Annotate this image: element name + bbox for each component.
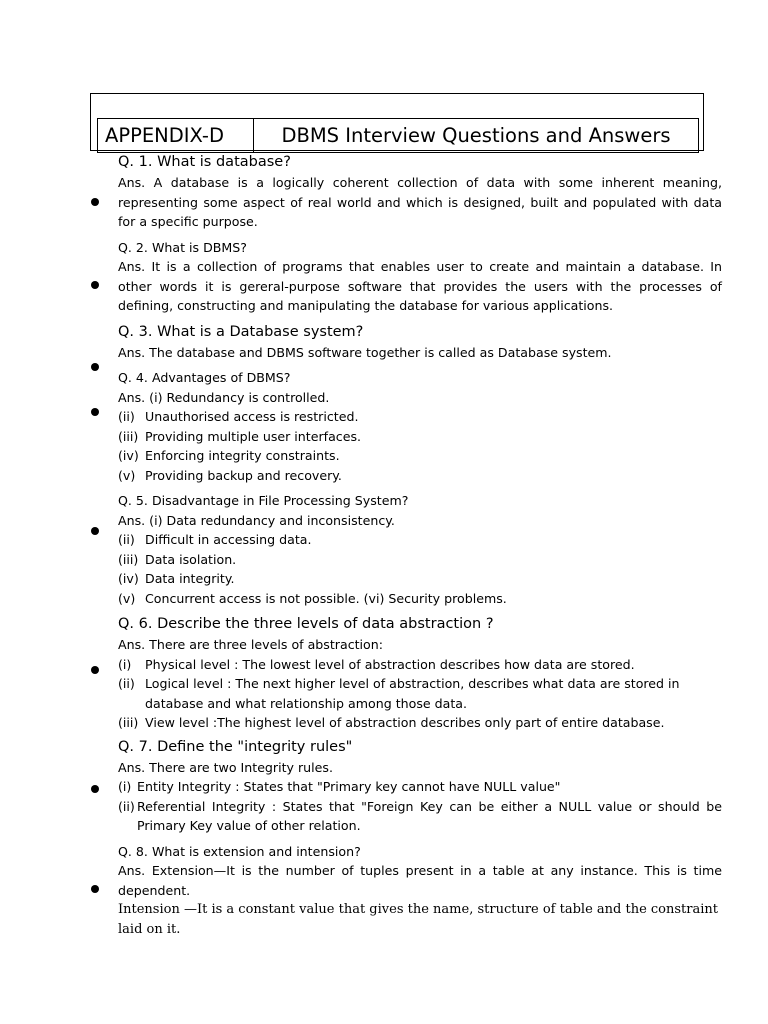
bullet-marker <box>91 408 99 416</box>
list-item: (i) Entity Integrity : States that "Primary key cannot have NULL value" <box>118 779 561 794</box>
answer-5: Ans. (i) Data redundancy and inconsistency. <box>118 512 395 528</box>
list-item: (v) Concurrent access is not possible. (vi) Security problems. <box>118 590 507 606</box>
qa-content <box>118 152 722 939</box>
list-item: (iii) Data isolation. <box>118 551 237 567</box>
bullet-marker <box>91 785 99 793</box>
bullet-marker <box>91 885 99 893</box>
list-item: (i) Physical level : The lowest level of abstraction describes how data are stored. <box>118 656 635 672</box>
bullet-marker <box>91 666 99 674</box>
question-2: Q. 2. What is DBMS? <box>118 239 247 255</box>
question-8: Q. 8. What is extension and intension? <box>118 843 361 859</box>
answer-2: Ans. It is a collection of programs that enables user to create and maintain a database. In other words it is gereral-purpose software that provides the users with the processes of defining, constructing and manipulating the database for various applications. <box>118 259 722 313</box>
header-table <box>97 118 699 153</box>
document-title: DBMS Interview Questions and Answers <box>281 124 671 147</box>
intension-definition: Intension —It is a constant value that gives the name, structure of table and the constraint laid on it. <box>118 902 718 937</box>
answer-6: Ans. There are three levels of abstraction: <box>118 637 383 652</box>
bullet-marker <box>91 198 99 206</box>
bullet-marker <box>91 527 99 535</box>
question-5: Q. 5. Disadvantage in File Processing System? <box>118 493 409 508</box>
list-item: (ii) Referential Integrity : States that "Foreign Key can be either a NULL value or should be Primary Key value of other relation. <box>118 798 722 833</box>
list-item: (iii) View level :The highest level of abstraction describes only part of entire database. <box>118 715 665 730</box>
question-6: Q. 6. Describe the three levels of data abstraction ? <box>118 616 494 632</box>
question-7: Q. 7. Define the "integrity rules" <box>118 738 353 755</box>
answer-8: Ans. Extension—It is the number of tuples present in a table at any instance. This is time dependent. <box>118 863 722 898</box>
answer-4: Ans. (i) Redundancy is controlled. <box>118 389 330 405</box>
question-4: Q. 4. Advantages of DBMS? <box>118 370 291 385</box>
answer-7: Ans. There are two Integrity rules. <box>118 759 333 775</box>
bullet-marker <box>91 281 99 289</box>
appendix-label: APPENDIX-D <box>98 119 254 152</box>
answer-1: Ans. A database is a logically coherent collection of data with some inherent meaning, representing some aspect of real world and which is designed, built and populated with data for a specific purpose. <box>118 175 722 229</box>
list-item: (ii) Unauthorised access is restricted. <box>118 409 359 424</box>
list-item: (ii) Difficult in accessing data. <box>118 532 312 547</box>
answer-3: Ans. The database and DBMS software together is called as Database system. <box>118 344 612 360</box>
list-item: (iii) Providing multiple user interfaces. <box>118 428 362 444</box>
question-1: Q. 1. What is database? <box>118 154 291 170</box>
bullet-marker <box>91 363 99 371</box>
question-3: Q. 3. What is a Database system? <box>118 323 364 340</box>
list-item: (iv) Data integrity. <box>118 571 235 586</box>
list-item: (iv) Enforcing integrity constraints. <box>118 448 340 463</box>
list-item: (ii) Logical level : The next higher level of abstraction, describes what data are stored in database and what relationship among those data. <box>118 676 680 711</box>
list-item: (v) Providing backup and recovery. <box>118 467 342 483</box>
